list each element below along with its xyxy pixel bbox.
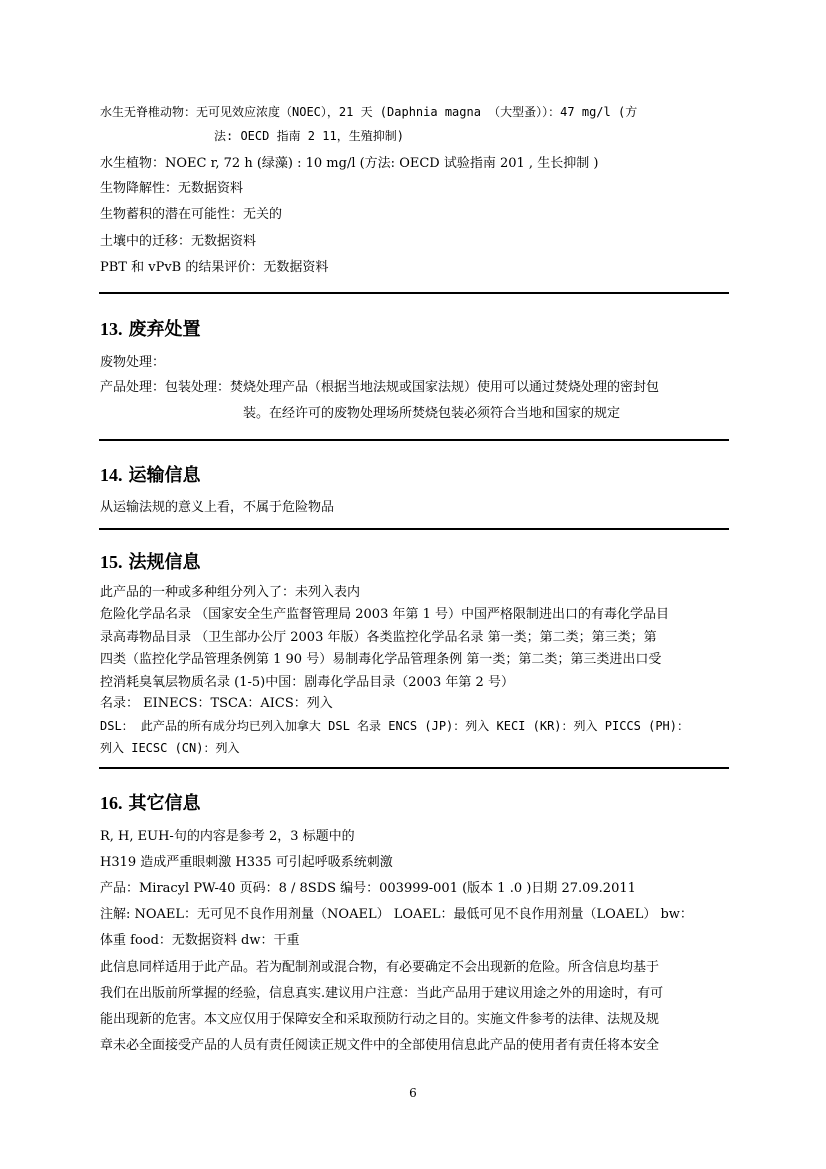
regulatory-line-3: 录高毒物品目录 （卫生部办公厅 2003 年版）各类监控化学品名录 第一类；第二类；第三类；第: [100, 630, 657, 645]
regulatory-line-7: DSL： 此产品的所有成分均已列入加拿大 DSL 名录 ENCS (JP)：列入 KECI (KR)：列入 PICCS (PH)：: [100, 719, 689, 733]
transport-info-line: 从运输法规的意义上看，不属于危险物品: [100, 500, 335, 515]
product-disposal-line-1: 产品处理：包装处理：焚烧处理产品（根据当地法规或国家法规）使用可以通过焚烧处理的密封包: [100, 380, 660, 395]
section-13-heading: [100, 318, 201, 341]
section-13-title: 废弃处置: [128, 319, 201, 340]
section-16-title: 其它信息: [128, 793, 201, 814]
regulatory-line-8: 列入 IECSC (CN)：列入: [100, 741, 240, 755]
regulatory-line-6: 名录： EINECS：TSCA：AICS：列入: [100, 696, 333, 711]
regulatory-line-2: 危险化学品名录 （国家安全生产监督管理局 2003 年第 1 号）中国严格限制进出口的有毒化学品目: [100, 607, 670, 622]
section-16-number: 16.: [100, 793, 123, 813]
aquatic-invertebrates-line-1: 水生无脊椎动物：无可见效应浓度（NOEC），21 天 (Daphnia magna （大型蚤））：47 mg/l (方: [100, 105, 638, 119]
section-14-title: 运输信息: [128, 465, 201, 486]
regulatory-line-1: 此产品的一种或多种组分列入了：未列入表内: [100, 585, 361, 600]
section-15-heading: [100, 551, 201, 574]
other-info-line-5: 体重 food：无数据资料 dw：干重: [100, 933, 300, 948]
section-16-heading: [100, 792, 201, 815]
other-info-line-7: 我们在出版前所掌握的经验，信息真实.建议用户注意：当此产品用于建议用途之外的用途时，有可: [100, 986, 664, 1001]
other-info-line-8: 能出现新的危害。本文应仅用于保障安全和采取预防行动之目的。实施文件参考的法律、法规及规: [100, 1012, 660, 1027]
section-divider: [99, 767, 729, 769]
page-number: 6: [409, 1086, 417, 1100]
aquatic-plants-line: 水生植物：NOEC r, 72 h (绿藻) : 10 mg/l (方法: OECD 试验指南 201 , 生长抑制 ): [100, 156, 599, 171]
bioaccumulation-line: 生物蓄积的潜在可能性：无关的: [100, 207, 283, 222]
section-divider: [99, 292, 729, 294]
biodegradability-line: 生物降解性：无数据资料: [100, 181, 244, 196]
section-divider: [99, 439, 729, 441]
regulatory-line-4: 四类（监控化学品管理条例第 1 90 号）易制毒化学品管理条例 第一类；第二类；第三类进出口受: [100, 652, 662, 667]
other-info-line-6: 此信息同样适用于此产品。若为配制剂或混合物，有必要确定不会出现新的危险。所含信息均基于: [100, 960, 660, 975]
regulatory-line-5: 控消耗臭氧层物质名录 (1-5)中国：剧毒化学品目录（2003 年第 2 号）: [100, 675, 514, 690]
section-15-number: 15.: [100, 552, 123, 572]
other-info-line-4: 注解: NOAEL：无可见不良作用剂量（NOAEL） LOAEL：最低可见不良作用剂量（LOAEL） bw：: [100, 907, 693, 922]
section-14-number: 14.: [100, 465, 123, 485]
section-15-title: 法规信息: [128, 552, 201, 573]
section-13-number: 13.: [100, 319, 123, 339]
aquatic-invertebrates-line-2: 法: OECD 指南 2 11，生殖抑制): [214, 129, 404, 143]
pbt-vpvb-line: PBT 和 vPvB 的结果评价：无数据资料: [100, 260, 329, 275]
other-info-line-1: R, H, EUH-句的内容是参考 2，3 标题中的: [100, 829, 355, 844]
soil-mobility-line: 土壤中的迁移：无数据资料: [100, 234, 257, 249]
section-divider: [99, 528, 729, 530]
other-info-line-3: 产品：Miracyl PW-40 页码：8 / 8SDS 编号：003999-001 (版本 1 .0 )日期 27.09.2011: [100, 881, 636, 896]
waste-treatment-line: 废物处理：: [100, 355, 166, 370]
product-disposal-line-2: 装。在经许可的废物处理场所焚烧包装必须符合当地和国家的规定: [243, 406, 621, 421]
other-info-line-2: H319 造成严重眼刺激 H335 可引起呼吸系统刺激: [100, 855, 393, 870]
section-14-heading: [100, 464, 201, 487]
other-info-line-9: 章未必全面接受产品的人员有责任阅读正规文件中的全部使用信息此产品的使用者有责任将本安全: [100, 1038, 660, 1053]
